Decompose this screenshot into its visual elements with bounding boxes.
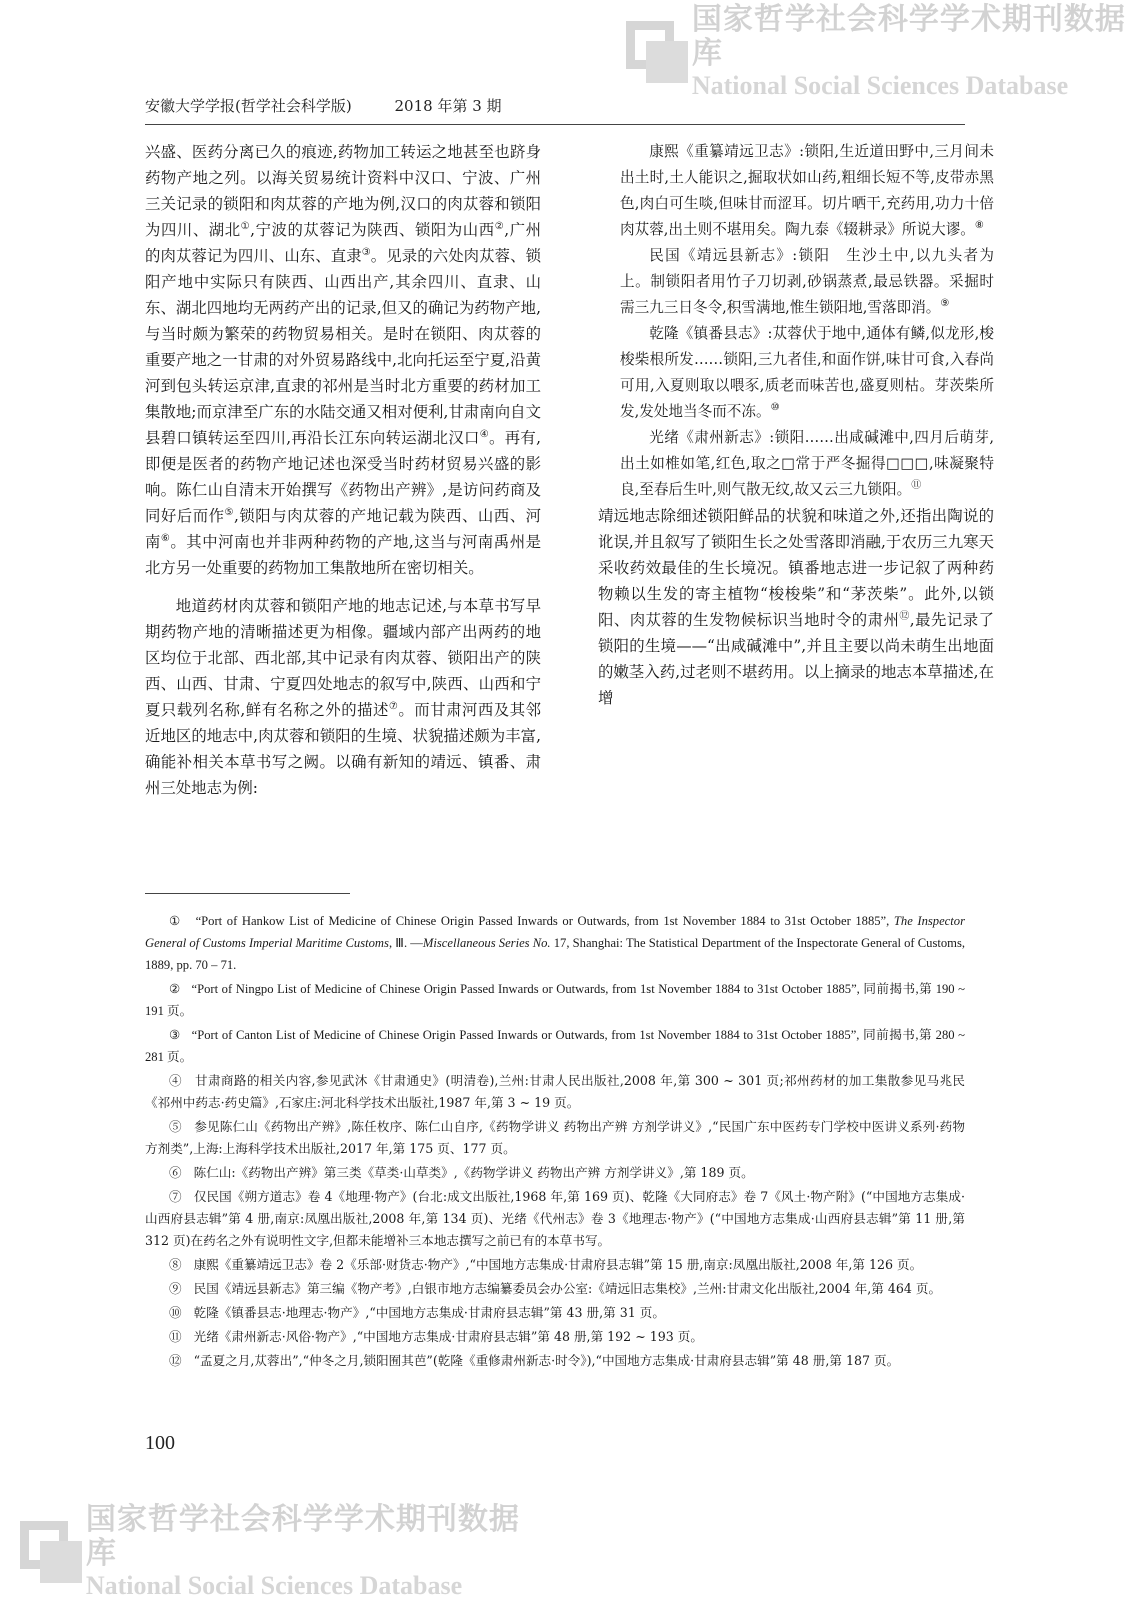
footnote-11: ⑪ 光绪《肃州新志·风俗·物产》,“中国地方志集成·甘肃府县志辑”第 48 册,第 192 ~ 193 页。 <box>169 1329 703 1344</box>
footnote-8: ⑧ 康熙《重纂靖远卫志》卷 2《乐部·财货志·物产》,“中国地方志集成·甘肃府县志辑”第 15 册,南京:凤凰出版社,2008 年,第 126 页。 <box>169 1257 923 1272</box>
footnote-ref-1[interactable]: ① <box>240 220 251 232</box>
paragraph-2: 地道药材肉苁蓉和锁阳产地的地志记述,与本草书写早期药物产地的清晰描述更为相像。疆域内部产出两药的地区均位于北部、西北部,其中记录有肉苁蓉、锁阳出产的陕西、山西、甘肃、宁夏四处地志的叙写中,陕西、山西和宁夏只载列名称,鲜有名称之外的描述⑦。而甘肃河西及其邻近地区的地志中,肉苁蓉和锁阳的生境、状貌描述颇为丰富,确能补相关本草书写之阙。以确有新知的靖远、镇番、肃州三处地志为例: <box>145 597 541 797</box>
footnote-5: ⑤ 参见陈仁山《药物出产辨》,陈任枚序、陈仁山自序,《药物学讲义 药物出产辨 方剂学讲义》,“民国广东中医药专门学校中医讲义系列·药物方剂类”,上海:上海科学技术出版社,2017 年,第 175 页、177 页。 <box>145 1119 966 1156</box>
journal-title: 安徽大学学报(哲学社会科学版) <box>145 97 352 115</box>
database-logo-icon <box>20 1521 78 1583</box>
watermark-bottom <box>20 1502 520 1600</box>
footnote-ref-7[interactable]: ⑦ <box>388 700 399 712</box>
quote-zhenfan: 乾隆《镇番县志》:苁蓉伏于地中,通体有鳞,似龙形,梭梭柴根所发……锁阳,三九者佳,和面作饼,味甘可食,入春尚可用,入夏则取以喂豕,质老而味苦也,盛夏则枯。芽茨柴所发,发处地当冬而不冻。⑩ <box>620 325 994 420</box>
issue-label: 2018 年第 3 期 <box>394 97 502 115</box>
database-logo-icon <box>626 21 684 83</box>
footnote-1: ① “Port of Hankow List of Medicine of Chinese Origin Passed Inwards or Outwards, from 1st November 1884 to 31st October 1885”, The Inspector General of Customs Imperial Maritime Customs, Ⅲ. —Miscellaneous Series No. 17, Shanghai: The Statistical Department of the Inspectorate General of Customs, 1889, pp. 70 – 71. <box>145 914 966 972</box>
quote-jingyuan-weizhi: 康熙《重纂靖远卫志》:锁阳,生近道田野中,三月间未出土时,土人能识之,掘取状如山药,粗细长短不等,皮带赤黑色,肉白可生啖,但味甘而涩耳。切片晒干,充药用,功力十倍肉苁蓉,出土则不堪用矣。陶九泰《辍耕录》所说大谬。⑧ <box>620 143 994 238</box>
footnote-ref-11[interactable]: ⑪ <box>911 480 922 492</box>
footnote-7: ⑦ 仅民国《朔方道志》卷 4《地理·物产》(台北:成文出版社,1968 年,第 169 页)、乾隆《大同府志》卷 7《风土·物产附》(“中国地方志集成·山西府县志辑”第 4 册,南京:凤凰出版社,2008 年,第 134 页)、光绪《代州志》卷 3《地理志·物产》(“中国地方志集成·山西府县志辑”第 11 册,第 312 页)在药名之外有说明性文字,但都未能增补三本地志撰写之前已有的本草书写。 <box>145 1189 965 1248</box>
footnote-ref-2[interactable]: ② <box>494 220 505 232</box>
footnote-ref-4[interactable]: ④ <box>479 428 490 440</box>
footnote-2: ② “Port of Ningpo List of Medicine of Chinese Origin Passed Inwards or Outwards, from 1st November 1884 to 31st October 1885”, 同前揭书,第 190 ~ 191 页。 <box>145 982 965 1018</box>
footnote-rule <box>145 893 350 894</box>
left-column <box>145 139 541 801</box>
right-column <box>598 139 994 711</box>
footnote-ref-3[interactable]: ③ <box>361 246 371 258</box>
quote-jingyuan-xinzhi: 民国《靖远县新志》:锁阳 生沙土中,以九头者为上。制锁阳者用竹子刀切剥,砂锅蒸煮,最忌铁器。采掘时需三九三日冬令,积雪满地,惟生锁阳地,雪落即消。⑨ <box>620 247 994 316</box>
paragraph-1: 兴盛、医药分离已久的痕迹,药物加工转运之地甚至也跻身药物产地之列。以海关贸易统计资料中汉口、宁波、广州三关记录的锁阳和肉苁蓉的产地为例,汉口的肉苁蓉和锁阳为四川、湖北①,宁波的苁蓉记为陕西、锁阳为山西②,广州的肉苁蓉记为四川、山东、直隶③。见录的六处肉苁蓉、锁阳产地中实际只有陕西、山西出产,其余四川、直隶、山东、湖北四地均无两药产出的记录,但又的确记为药物产地,与当时颇为繁荣的药物贸易相关。是时在锁阳、肉苁蓉的重要产地之一甘肃的对外贸易路线中,北向托运至宁夏,沿黄河到包头转运京津,直隶的祁州是当时北方重要的药材加工集散地;而京津至广东的水陆交通又相对便利,甘肃南向自文县碧口镇转运至四川,再沿长江东向转运湖北汉口④。再有,即便是医者的药物产地记述也深受当时药材贸易兴盛的影响。陈仁山自清末开始撰写《药物出产辨》,是访问药商及同好后而作⑤,锁阳与肉苁蓉的产地记载为陕西、山西、河南⑥。其中河南也并非两种药物的产地,这当与河南禹州是北方另一处重要的药物加工集散地所在密切相关。 <box>145 143 541 577</box>
running-header <box>145 95 502 116</box>
footnote-ref-5[interactable]: ⑤ <box>224 506 234 518</box>
watermark-cn: 国家哲学社会科学学术期刊数据库 <box>691 2 1126 71</box>
footnote-10: ⑩ 乾隆《镇番县志·地理志·物产》,“中国地方志集成·甘肃府县志辑”第 43 册,第 31 页。 <box>169 1305 665 1320</box>
watermark-cn-bottom: 国家哲学社会科学学术期刊数据库 <box>85 1502 520 1571</box>
footnote-3: ③ “Port of Canton List of Medicine of Chinese Origin Passed Inwards or Outwards, from 1st November 1884 to 31st October 1885”, 同前揭书,第 280 ~ 281 页。 <box>145 1028 965 1064</box>
paragraph-3: 靖远地志除细述锁阳鲜品的状貌和味道之外,还指出陶说的讹误,并且叙写了锁阳生长之处雪落即消融,于农历三九寒天采收药效最佳的生长境况。镇番地志进一步记叙了两种药物赖以生发的寄主植物“梭梭柴”和“茅茨柴”。此外,以锁阳、肉苁蓉的生发物候标识当地时令的肃州⑫,最先记录了锁阳的生境——“出咸碱滩中”,并且主要以尚未萌生出地面的嫩茎入药,过老则不堪药用。以上摘录的地志本草描述,在增 <box>598 507 994 707</box>
footnote-ref-10[interactable]: ⑩ <box>770 402 780 414</box>
footnote-ref-12[interactable]: ⑫ <box>899 610 910 622</box>
page-number: 100 <box>145 1432 175 1454</box>
footnote-ref-9[interactable]: ⑨ <box>940 298 950 310</box>
footnote-ref-6[interactable]: ⑥ <box>160 532 171 544</box>
footnote-9: ⑨ 民国《靖远县新志》第三编《物产考》,白银市地方志编纂委员会办公室:《靖远旧志集校》,兰州:甘肃文化出版社,2004 年,第 464 页。 <box>169 1281 942 1296</box>
footnotes <box>145 910 965 1374</box>
footnote-4: ④ 甘肃商路的相关内容,参见武沐《甘肃通史》(明清卷),兰州:甘肃人民出版社,2008 年,第 300 ~ 301 页;祁州药材的加工集散参见马兆民《祁州中药志·药史篇》,石家庄:河北科学技术出版社,1987 年,第 3 ~ 19 页。 <box>145 1073 965 1110</box>
watermark-top <box>626 2 1126 100</box>
header-rule <box>145 124 965 125</box>
footnote-ref-8[interactable]: ⑧ <box>974 220 984 232</box>
quote-suzhou: 光绪《肃州新志》:锁阳……出咸碱滩中,四月后萌芽,出土如椎如笔,红色,取之□常于严冬掘得□□□,味凝聚特良,至春后生叶,则气散无纹,故又云三九锁阳。⑪ <box>620 429 994 498</box>
watermark-en: National Social Sciences Database <box>691 71 1069 100</box>
watermark-en-bottom: National Social Sciences Database <box>85 1571 463 1600</box>
footnote-6: ⑥ 陈仁山:《药物出产辨》第三类《草类·山草类》,《药物学讲义 药物出产辨 方剂学讲义》,第 189 页。 <box>169 1165 754 1180</box>
footnote-12: ⑫ “孟夏之月,苁蓉出”,“仲冬之月,锁阳囿其芭”(乾隆《重修肃州新志·时令》),“中国地方志集成·甘肃府县志辑”第 48 册,第 187 页。 <box>169 1353 900 1368</box>
